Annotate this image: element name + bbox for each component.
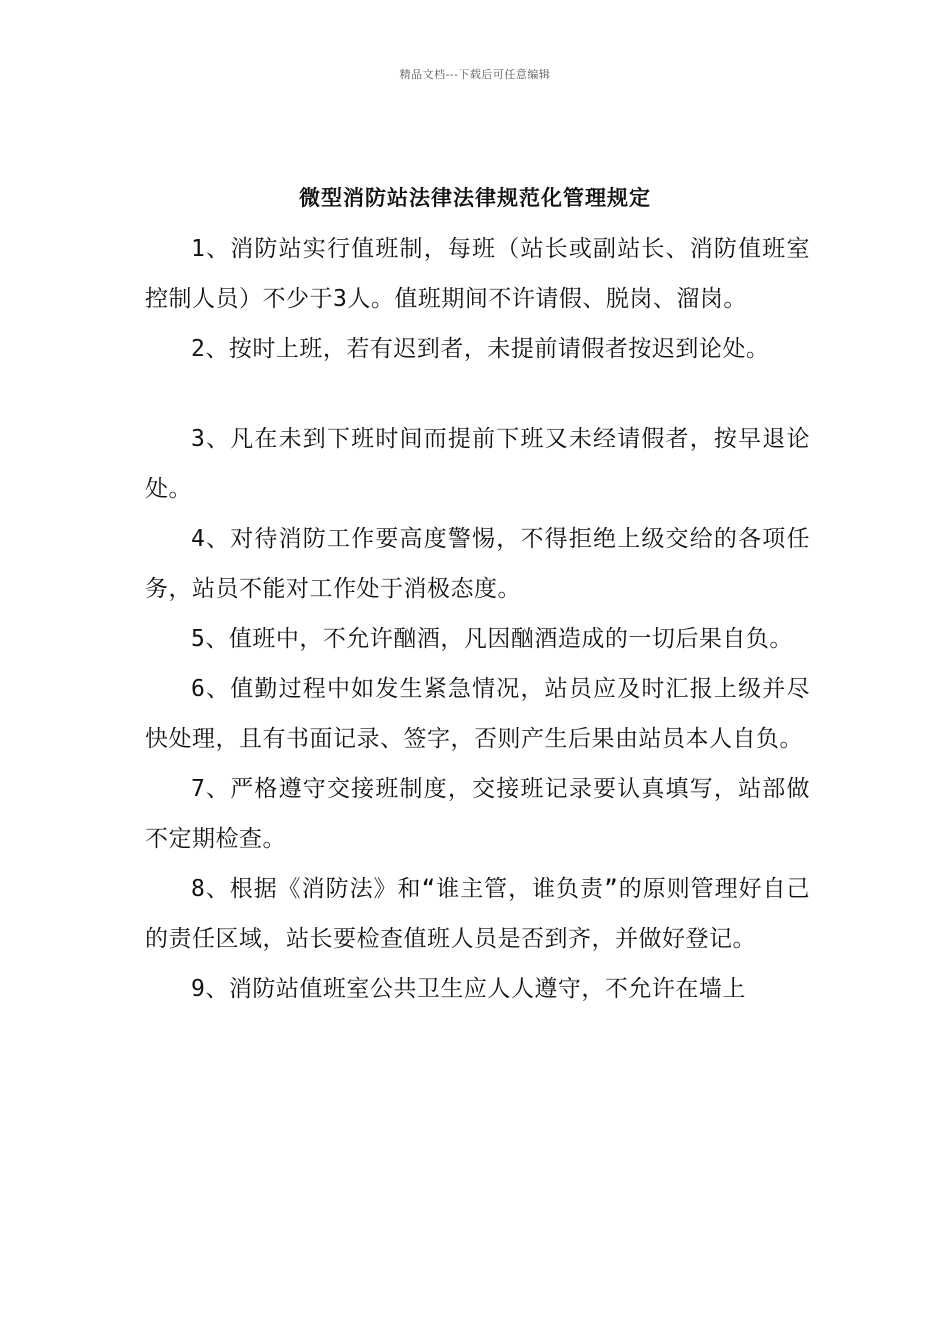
page-header: 精品文档---下载后可任意编辑 bbox=[399, 68, 551, 81]
rule-paragraph-9: 9、消防站值班室公共卫生应人人遵守，不允许在墙上 bbox=[191, 976, 746, 1002]
rule-paragraph-3: 3、凡在未到下班时间而提前下班又未经请假者，按早退论处。 bbox=[145, 426, 810, 502]
rule-paragraph-5: 5、值班中，不允许酗酒，凡因酗酒造成的一切后果自负。 bbox=[191, 626, 793, 652]
rule-paragraph-8: 8、根据《消防法》和“谁主管，谁负责”的原则管理好自己的责任区域，站长要检查值班人员是否到齐，并做好登记。 bbox=[145, 876, 810, 952]
document-title: 微型消防站法律法律规范化管理规定 bbox=[299, 185, 651, 210]
rule-paragraph-1: 1、消防站实行值班制，每班（站长或副站长、消防值班室控制人员）不少于3人。值班期间不许请假、脱岗、溜岗。 bbox=[145, 236, 810, 312]
rule-paragraph-7: 7、严格遵守交接班制度，交接班记录要认真填写，站部做不定期检查。 bbox=[145, 776, 810, 852]
rule-paragraph-4: 4、对待消防工作要高度警惕，不得拒绝上级交给的各项任务，站员不能对工作处于消极态度。 bbox=[145, 526, 810, 602]
document-body bbox=[145, 224, 810, 1014]
rule-paragraph-6: 6、值勤过程中如发生紧急情况，站员应及时汇报上级并尽快处理，且有书面记录、签字，否则产生后果由站员本人自负。 bbox=[145, 676, 810, 752]
rule-paragraph-2: 2、按时上班，若有迟到者，未提前请假者按迟到论处。 bbox=[191, 336, 770, 362]
